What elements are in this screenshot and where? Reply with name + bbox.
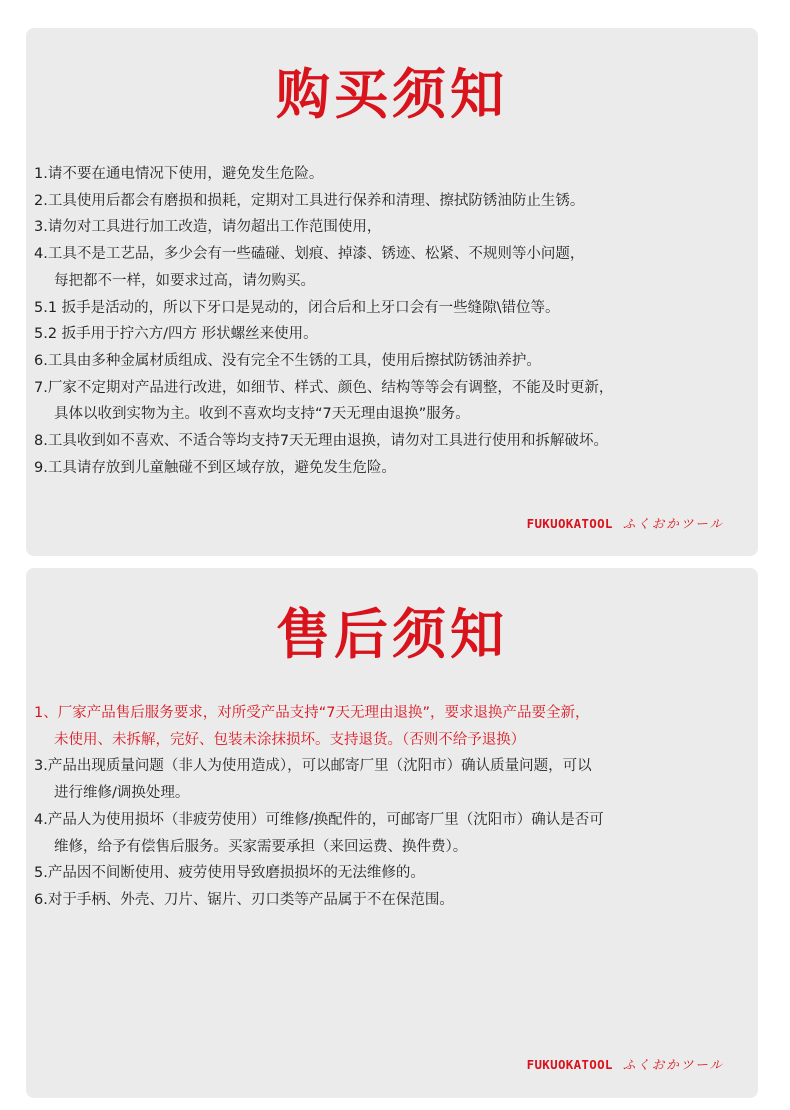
- list-item: [34, 887, 750, 914]
- list-item-text-continued: 具体以收到实物为主。收到不喜欢均支持“7天无理由退换”服务。: [54, 406, 470, 423]
- list-item-text: 2.工具使用后都会有磨损和损耗，定期对工具进行保养和清理、擦拭防锈油防止生锈。: [34, 192, 585, 209]
- list-item-text: 4.产品人为使用损坏（非疲劳使用）可维修/换配件的，可邮寄厂里（沈阳市）确认是否可: [34, 811, 604, 828]
- list-item: [34, 188, 750, 215]
- list-item-text: 3.请勿对工具进行加工改造，请勿超出工作范围使用，: [34, 219, 382, 236]
- list-item-text: 1.请不要在通电情况下使用，避免发生危险。: [34, 166, 324, 182]
- list-item-text: 5.产品因不间断使用、疲劳使用导致磨损损坏的无法维修的。: [34, 865, 425, 882]
- list-item: [34, 295, 750, 322]
- list-item-text-continued: 进行维修/调换处理。: [54, 785, 190, 802]
- after-sales-notice-list: [34, 700, 750, 914]
- list-item-text-continued: 维修，给予有偿售后服务。买家需要承担（来回运费、换件费）。: [54, 838, 468, 855]
- list-item: [34, 860, 750, 887]
- brand-signature: [527, 514, 724, 532]
- list-item-highlighted: [34, 700, 750, 753]
- after-sales-notice-card: [26, 568, 758, 1098]
- after-sales-notice-title: 售后须知: [276, 603, 508, 666]
- list-item: [34, 348, 750, 375]
- brand-name-en: FUKUOKATOOL: [526, 1057, 613, 1072]
- purchase-notice-list: [34, 161, 750, 481]
- list-item-text: 9.工具请存放到儿童触碰不到区域存放，避免发生危险。: [34, 459, 396, 476]
- list-item-text: 3.产品出现质量问题（非人为使用造成），可以邮寄厂里（沈阳市）确认质量问题，可以: [34, 758, 592, 775]
- brand-signature: [527, 1055, 724, 1073]
- brand-name-jp: ふくおかツール: [622, 1057, 724, 1072]
- list-item-text: 1、厂家产品售后服务要求，对所受产品支持“7天无理由退换”，要求退换产品要全新，: [34, 705, 590, 721]
- list-item: [34, 753, 750, 806]
- list-item: [34, 428, 750, 455]
- list-item: [34, 375, 750, 428]
- list-item: [34, 455, 750, 482]
- list-item: [34, 214, 750, 241]
- list-item-text: 7.厂家不定期对产品进行改进，如细节、样式、颜色、结构等等会有调整，不能及时更新，: [34, 379, 614, 396]
- list-item: [34, 807, 750, 860]
- list-item-text-continued: 未使用、未拆解，完好、包装未涂抹损坏。支持退货。（否则不给予退换）: [54, 731, 526, 748]
- list-item-text: 6.工具由多种金属材质组成、没有完全不生锈的工具，使用后擦拭防锈油养护。: [34, 352, 541, 369]
- list-item: [34, 161, 750, 188]
- list-item: [34, 241, 750, 294]
- brand-name-en: FUKUOKATOOL: [526, 516, 613, 531]
- purchase-notice-card: [26, 28, 758, 556]
- list-item-text: 5.2 扳手用于拧六方/四方 形状螺丝来使用。: [34, 326, 318, 343]
- purchase-notice-title: 购买须知: [276, 63, 508, 126]
- list-item-text-continued: 每把都不一样，如要求过高，请勿购买。: [54, 272, 315, 289]
- list-item: [34, 321, 750, 348]
- list-item-text: 6.对于手柄、外壳、刀片、锯片、刃口类等产品属于不在保范围。: [34, 891, 454, 908]
- brand-name-jp: ふくおかツール: [622, 516, 724, 531]
- list-item-text: 8.工具收到如不喜欢、不适合等均支持7天无理由退换，请勿对工具进行使用和拆解破坏。: [34, 433, 609, 450]
- list-item-text: 5.1 扳手是活动的，所以下牙口是晃动的，闭合后和上牙口会有一些缝隙\错位等。: [34, 299, 560, 316]
- list-item-text: 4.工具不是工艺品，多少会有一些磕碰、划痕、掉漆、锈迹、松紧、不规则等小问题，: [34, 246, 585, 263]
